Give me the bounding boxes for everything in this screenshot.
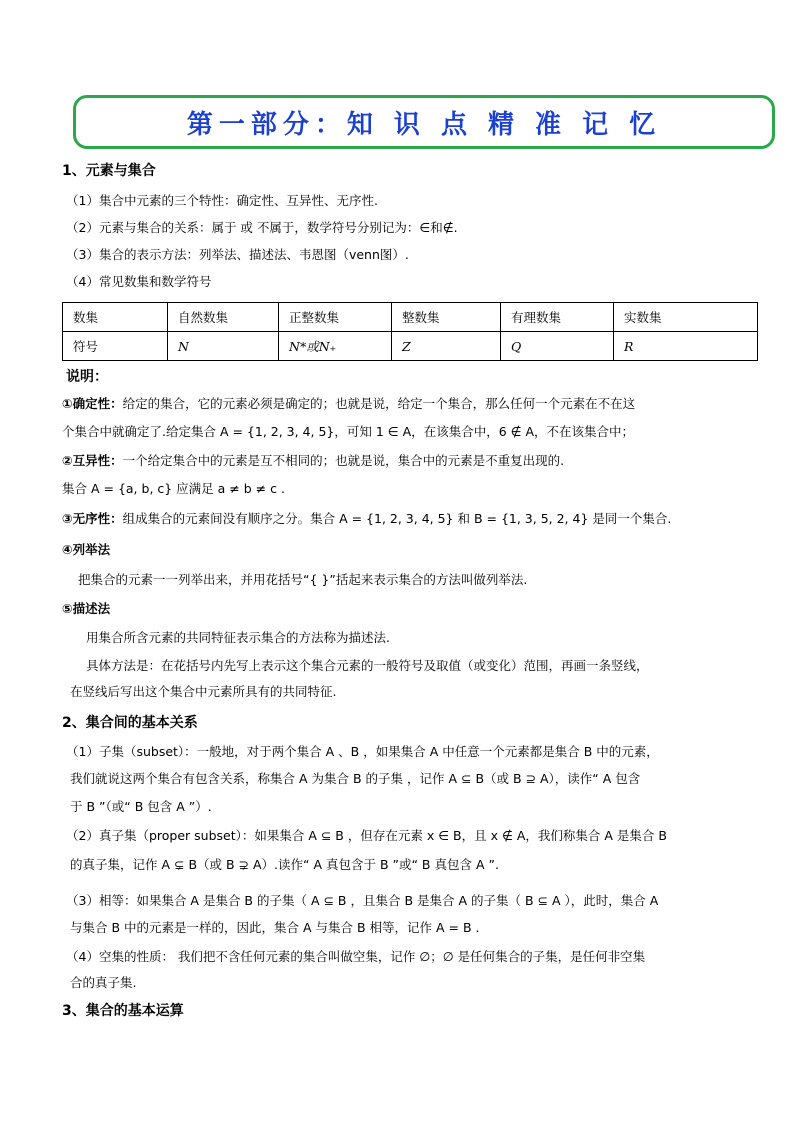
section-heading-2: 2、集合间的基本关系 [62,715,198,731]
table-cell: 正整数集 [279,303,392,332]
s2-item-1b: 我们就说这两个集合有包含关系，称集合 A 为集合 B 的子集 ，记作 A ⊆ B（或 B ⊇ A），读作“ A 包含 [70,771,641,786]
note-2-text: 一个给定集合中的元素是互不相同的；也就是说，集合中的元素是不重复出现的. [122,453,565,468]
s1-item-3: （3）集合的表示方法：列举法、描述法、韦恩图（venn图）. [66,247,409,262]
s2-item-4b: 合的真子集. [70,975,137,990]
section-heading-1: 1、元素与集合 [62,163,156,179]
s1-item-2: （2）元素与集合的关系：属于 或 不属于，数学符号分别记为：∈和∉. [66,220,458,235]
s1-item-4: （4）常见数集和数学符号 [66,274,212,289]
table-row [63,332,758,361]
note-1-label: ①确定性： [62,396,123,411]
table-cell: Q [501,332,614,361]
s2-item-2b: 的真子集，记作 A ⊊ B（或 B ⊋ A）.读作“ A 真包含于 B ”或“ B 真包含 A ”. [70,857,499,872]
table-cell: N [168,332,279,361]
table-cell: R [614,332,758,361]
table-cell: N*或N₊ [279,332,392,361]
s2-item-1c: 于 B ”（或“ B 包含 A ”）. [70,799,212,814]
s1-item-1: （1）集合中元素的三个特性：确定性、互异性、无序性. [66,193,378,208]
note-5-text-3: 在竖线后写出这个集合中元素所具有的共同特征. [70,684,337,699]
section-banner [73,95,775,149]
table-cell: Z [392,332,501,361]
s2-item-3b: 与集合 B 中的元素是一样的，因此，集合 A 与集合 B 相等，记作 A = B . [70,920,480,935]
note-5-label: ⑤描述法 [62,601,111,616]
s2-item-1a: （1）子集（subset）：一般地，对于两个集合 A 、B ，如果集合 A 中任意一个元素都是集合 B 中的元素， [66,744,659,759]
note-5-text-1: 用集合所含元素的共同特征表示集合的方法称为描述法. [86,630,390,645]
note-4-label: ④列举法 [62,542,111,557]
note-3-text: 组成集合的元素间没有顺序之分。集合 A = {1, 2, 3, 4, 5} 和 B = {1, 3, 5, 2, 4} 是同一个集合. [122,511,672,526]
table-cell: 数集 [63,303,168,332]
note-2 [62,455,564,468]
s2-item-3a: （3）相等：如果集合 A 是集合 B 的子集（ A ⊆ B ，且集合 B 是集合 A 的子集（ B ⊆ A ），此时，集合 A [66,893,659,908]
table-header-row [63,303,758,332]
table-cell: 符号 [63,332,168,361]
table-cell: 整数集 [392,303,501,332]
notes-label: 说明： [66,369,108,385]
banner-title: 第一部分：知 识 点 精 准 记 忆 [186,109,662,140]
table-cell: 自然数集 [168,303,279,332]
note-4-text: 把集合的元素一一列举出来，并用花括号“{ }”括起来表示集合的方法叫做列举法. [78,572,528,587]
number-sets-table [62,302,758,361]
note-1 [62,398,635,411]
s2-item-2a: （2）真子集（proper subset）：如果集合 A ⊆ B ，但存在元素 x ∈ B，且 x ∉ A，我们称集合 A 是集合 B [66,828,667,843]
note-3-label: ③无序性： [62,511,123,526]
note-5-text-2: 具体方法是：在花括号内先写上表示这个集合元素的一般符号及取值（或变化）范围，再画一条竖线， [86,658,649,673]
table-cell: 有理数集 [501,303,614,332]
note-2-label: ②互异性： [62,453,123,468]
note-1-text: 给定的集合，它的元素必须是确定的；也就是说，给定一个集合，那么任何一个元素在不在这 [122,396,636,411]
section-heading-3: 3、集合的基本运算 [62,1003,184,1019]
note-3 [62,513,671,526]
s2-item-4a: （4）空集的性质： 我们把不含任何元素的集合叫做空集，记作 ∅；∅ 是任何集合的子集，是任何非空集 [66,949,646,964]
table-cell: 实数集 [614,303,758,332]
note-1-cont: 个集合中就确定了.给定集合 A = {1, 2, 3, 4, 5}，可知 1 ∈ A，在该集合中，6 ∉ A，不在该集合中； [62,424,635,439]
note-2-cont: 集合 A = {a, b, c} 应满足 a ≠ b ≠ c . [62,481,285,496]
